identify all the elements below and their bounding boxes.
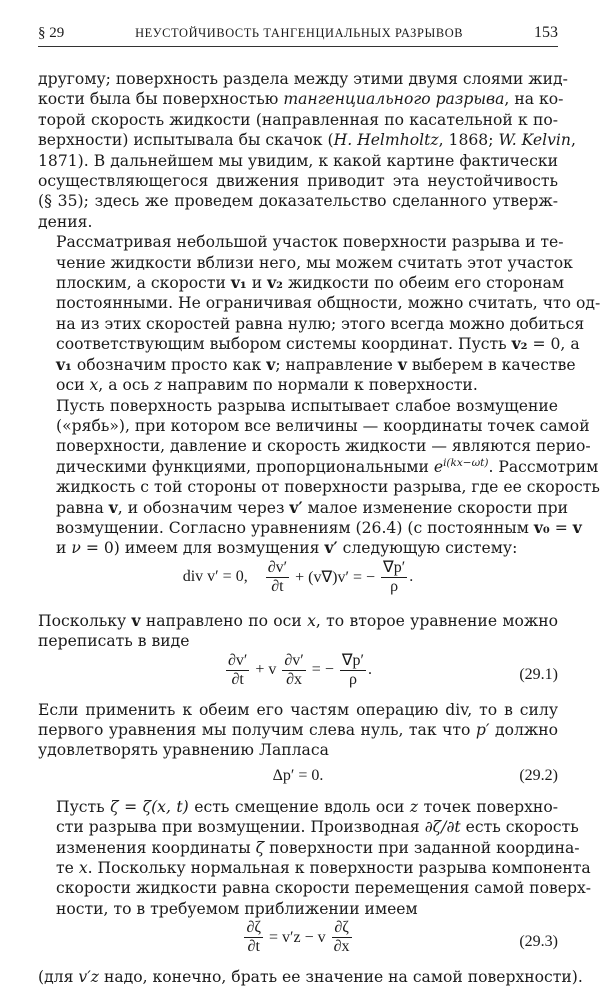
text-line: сти разрыва при возмущении. Производная ∂ζ/∂t есть скорость [56, 818, 579, 837]
text-line: («рябь»), при котором все величины — координаты точек самой [56, 416, 590, 435]
paragraph-3 [38, 396, 600, 559]
text-line: верхности) испытывала бы скачок (H. Helmholtz, 1868; W. Kelvin, [38, 131, 576, 150]
text-line: плоским, а скорости v₁ и v₂ жидкости по обеим его сторонам [56, 273, 565, 293]
paragraph-2 [38, 232, 600, 395]
text-line: возмущении. Согласно уравнениям (26.4) (с постоянным v₀ = v [56, 517, 582, 537]
text-line: дения. [38, 212, 93, 231]
equation-29-1: $\frac{\partial v'}{\partial t}$ + v $\frac{\partial v'}{\partial x}$ = − $\frac{\nabla p'}{\rho}$ . (29.1) [227, 651, 558, 688]
equation-29-2: Δp′ = 0. (29.2) [272, 766, 558, 785]
running-header [38, 24, 558, 44]
paragraph-6 [38, 797, 592, 919]
text-line: Поскольку v направлено по оси x, то второе уравнение можно [38, 610, 558, 630]
equation-number: (29.2) [519, 766, 558, 784]
text-line: поверхности, давление и скорость жидкости — являются перио- [56, 437, 591, 456]
text-line: другому; поверхность раздела между этими двумя слоями жид- [38, 70, 568, 88]
running-title: НЕУСТОЙЧИВОСТЬ ТАНГЕНЦИАЛЬНЫХ РАЗРЫВОВ [135, 26, 464, 40]
paragraph-1 [38, 69, 576, 232]
equation-number: (29.3) [519, 933, 558, 951]
text-line: ности, то в требуемом приближении имеем [56, 899, 418, 918]
section-number: § 29 [38, 25, 65, 41]
text-line: (для v′z надо, конечно, брать ее значение на самой поверхности). [38, 968, 583, 987]
text-line: равна v, и обозначим через v′ малое изменение скорости при [56, 497, 569, 517]
equation-system: div v′ = 0, $\frac{\partial v'}{\partial t}$ + (v∇)v′ = − $\frac{\nabla p'}{\rho}$ . [182, 558, 414, 595]
text-line: дическими функциями, пропорциональными $e^{i(kx-\omega t)}$. Рассмотрим [56, 456, 599, 476]
page [38, 24, 600, 988]
paragraph-5 [38, 700, 558, 761]
text-line: 1871). В дальнейшем мы увидим, к какой картине фактически [38, 151, 558, 170]
text-line: соответствующим выбором системы координат. Пусть v₂ = 0, а [56, 334, 580, 354]
text-line: v₁ обозначим просто как v; направление v выберем в качестве [56, 354, 576, 374]
text-line: переписать в виде [38, 632, 190, 651]
text-line: изменения координаты ζ поверхности при заданной координа- [56, 838, 580, 857]
text-line: чение жидкости вблизи него, мы можем считать этот участок [56, 253, 573, 272]
header-rule [38, 46, 558, 47]
text-line: Пусть ζ = ζ(x, t) есть смещение вдоль оси z точек поверхно- [56, 797, 558, 816]
page-number: 153 [534, 24, 558, 41]
text-line: (§ 35); здесь же проведем доказательство сделанного утверж- [38, 192, 558, 211]
text-line: торой скорость жидкости (направленная по касательной к по- [38, 110, 558, 129]
text-line: и ν = 0) имеем для возмущения v′ следующую систему: [56, 538, 518, 558]
text-line: первого уравнения мы получим слева нуль, так что p′ должно [38, 720, 558, 739]
text-line: удовлетворять уравнению Лапласа [38, 741, 329, 760]
equation-number: (29.1) [519, 665, 558, 683]
text-line: Если применить к обеим его частям операцию div, то в силу [38, 700, 558, 719]
text-line: осуществляющегося движения приводит эта неустойчивость [38, 172, 558, 191]
text-line: Рассматривая небольшой участок поверхности разрыва и те- [56, 233, 564, 252]
text-line: скорости жидкости равна скорости перемещения самой поверх- [56, 879, 592, 898]
text-line: оси x, а ось z направим по нормали к поверхности. [56, 376, 478, 395]
text-line: те x. Поскольку нормальная к поверхности разрыва компонента [56, 859, 591, 877]
text-line: жидкость с той стороны от поверхности разрыва, где ее скорость [56, 478, 600, 497]
text-line: постоянными. Не ограничивая общности, можно считать, что од- [56, 294, 600, 313]
paragraph-4 [38, 611, 558, 652]
equation-29-3: $\frac{\partial\zeta}{\partial t}$ = v′z − v $\frac{\partial\zeta}{\partial x}$ (29.3) [246, 919, 558, 956]
paragraph-7 [38, 967, 583, 987]
text-line: кости была бы поверхностью тангенциального разрыва, на ко- [38, 90, 564, 109]
text-line: на из этих скоростей равна нулю; этого всегда можно добиться [56, 314, 585, 333]
text-line: Пусть поверхность разрыва испытывает слабое возмущение [56, 396, 558, 415]
